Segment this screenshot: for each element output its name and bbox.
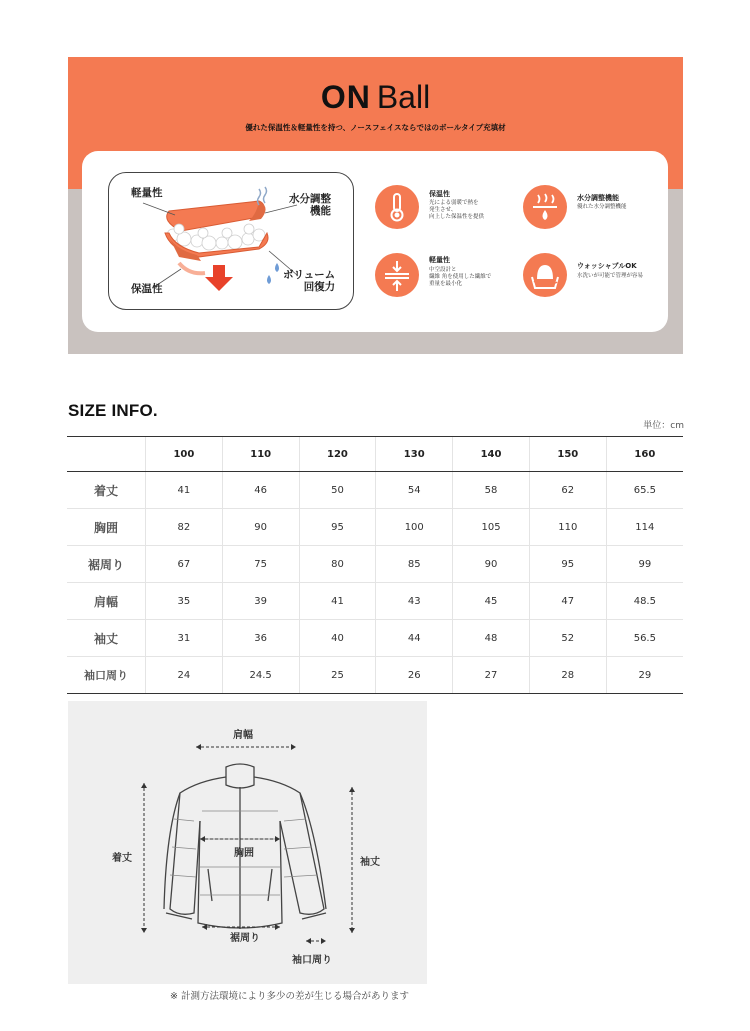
size-column-header: 120: [299, 437, 376, 472]
table-cell: 100: [376, 509, 453, 546]
table-row: [67, 583, 683, 620]
label-moisture: 水分調整 機能: [289, 193, 331, 217]
table-cell: 25: [299, 657, 376, 694]
table-corner: [67, 437, 146, 472]
table-cell: 41: [299, 583, 376, 620]
label-sleeve: 袖丈: [360, 857, 380, 868]
table-cell: 31: [146, 620, 223, 657]
table-cell: 24.5: [222, 657, 299, 694]
size-column-header: 100: [146, 437, 223, 472]
table-cell: 67: [146, 546, 223, 583]
table-cell: 48: [453, 620, 530, 657]
table-row: [67, 472, 683, 509]
table-cell: 65.5: [606, 472, 683, 509]
label-cuff: 袖口周り: [292, 955, 332, 966]
row-label: 胸囲: [67, 509, 146, 546]
table-cell: 45: [453, 583, 530, 620]
table-cell: 56.5: [606, 620, 683, 657]
size-column-header: 150: [529, 437, 606, 472]
table-cell: 52: [529, 620, 606, 657]
thermometer-icon: [375, 185, 419, 229]
row-label: 袖口周り: [67, 657, 146, 694]
table-cell: 105: [453, 509, 530, 546]
table-cell: 80: [299, 546, 376, 583]
measurement-note: ※ 計測方法環境により多少の差が生じる場合があります: [170, 991, 409, 1002]
logo-ball: Ball: [376, 79, 431, 115]
features-card: [82, 151, 668, 332]
table-cell: 75: [222, 546, 299, 583]
compress-arrows-icon: [375, 253, 419, 297]
table-row: [67, 509, 683, 546]
size-column-header: 110: [222, 437, 299, 472]
table-cell: 54: [376, 472, 453, 509]
table-cell: 95: [299, 509, 376, 546]
table-cell: 114: [606, 509, 683, 546]
label-volume: ボリューム 回復力: [283, 269, 336, 293]
onball-banner: [68, 57, 683, 354]
table-cell: 27: [453, 657, 530, 694]
table-cell: 36: [222, 620, 299, 657]
table-cell: 90: [222, 509, 299, 546]
label-hem: 裾周り: [230, 933, 260, 944]
table-cell: 35: [146, 583, 223, 620]
feature-title-light: 軽量性: [429, 256, 450, 264]
feature-desc-warmth: 光による弱暖で熱を 発生させ、 向上した保温性を提供: [429, 200, 485, 220]
feature-desc-washable: 水洗いが可能で管理が容易: [577, 273, 644, 279]
row-label: 肩幅: [67, 583, 146, 620]
unit-label: 単位：cm: [643, 421, 684, 431]
table-cell: 82: [146, 509, 223, 546]
table-cell: 50: [299, 472, 376, 509]
table-cell: 28: [529, 657, 606, 694]
table-cell: 90: [453, 546, 530, 583]
size-column-header: 160: [606, 437, 683, 472]
table-cell: 99: [606, 546, 683, 583]
feature-desc-moisture: 優れた水分調整機能: [577, 204, 627, 210]
logo-on: ON: [320, 79, 371, 115]
table-row: [67, 657, 683, 694]
row-label: 裾周り: [67, 546, 146, 583]
table-cell: 29: [606, 657, 683, 694]
table-cell: 110: [529, 509, 606, 546]
feature-desc-light: 中空設計と 繊維 角を使用した繊維で 重量を最小化: [429, 267, 492, 287]
measurement-guide: [68, 701, 427, 984]
table-cell: 26: [376, 657, 453, 694]
table-cell: 62: [529, 472, 606, 509]
size-column-header: 130: [376, 437, 453, 472]
table-cell: 41: [146, 472, 223, 509]
feature-title-washable: ウォッシャブルOK: [577, 262, 637, 270]
table-cell: 58: [453, 472, 530, 509]
fill-structure-diagram: [108, 172, 354, 310]
size-info-title: SIZE INFO.: [68, 401, 158, 420]
label-length: 着丈: [112, 853, 132, 864]
onball-logo: [68, 79, 683, 116]
washtub-icon: [523, 253, 567, 297]
row-label: 袖丈: [67, 620, 146, 657]
feature-title-warmth: 保温性: [429, 190, 450, 198]
table-cell: 43: [376, 583, 453, 620]
label-warmth: 保温性: [131, 283, 163, 295]
table-row: [67, 546, 683, 583]
feature-title-moisture: 水分調整機能: [577, 194, 619, 202]
table-cell: 39: [222, 583, 299, 620]
label-light: 軽量性: [131, 187, 163, 199]
table-cell: 40: [299, 620, 376, 657]
table-cell: 95: [529, 546, 606, 583]
row-label: 着丈: [67, 472, 146, 509]
size-table: [67, 436, 683, 694]
label-chest: 胸囲: [234, 848, 254, 859]
table-cell: 24: [146, 657, 223, 694]
table-cell: 44: [376, 620, 453, 657]
size-column-header: 140: [453, 437, 530, 472]
steam-drop-icon: [523, 185, 567, 229]
label-shoulder: 肩幅: [233, 730, 253, 741]
table-cell: 47: [529, 583, 606, 620]
table-header-row: [67, 437, 683, 472]
table-cell: 46: [222, 472, 299, 509]
banner-tagline: 優れた保温性＆軽量性を持つ、ノースフェイスならではのボールタイプ充填材: [245, 123, 506, 132]
table-row: [67, 620, 683, 657]
table-cell: 48.5: [606, 583, 683, 620]
table-cell: 85: [376, 546, 453, 583]
